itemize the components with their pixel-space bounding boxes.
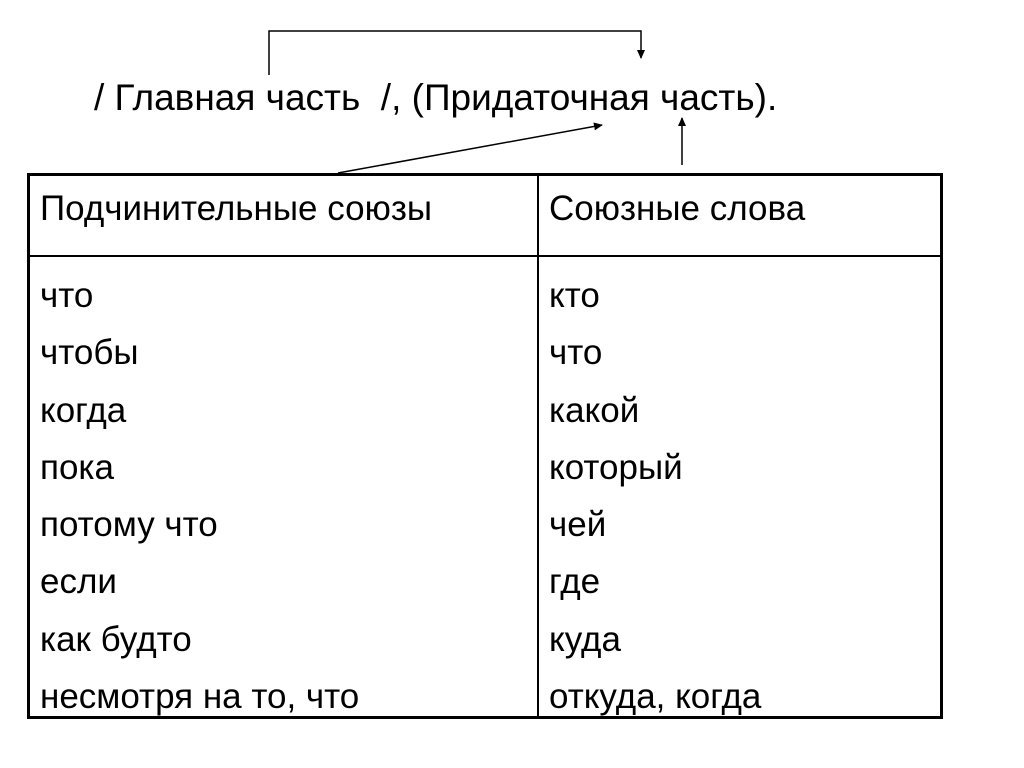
list-item: какой: [549, 390, 640, 430]
list-item: пока: [40, 447, 114, 487]
list-item: который: [549, 447, 683, 487]
list-item: несмотря на то, что: [40, 677, 360, 717]
list-item: как будто: [40, 619, 192, 659]
list-item: где: [549, 562, 601, 602]
header-conjunctive-words: Союзные слова: [549, 189, 806, 228]
list-item: куда: [549, 619, 621, 659]
list-item: что: [549, 333, 603, 373]
list-item: кто: [549, 276, 600, 315]
list-item: чей: [549, 505, 607, 545]
list-item: когда: [40, 390, 127, 430]
sentence-formula: / Главная часть /, (Придаточная часть).: [94, 77, 778, 118]
header-subordinating-conjunctions: Подчинительные союзы: [40, 189, 433, 228]
list-item: что: [40, 276, 94, 315]
bracket-arrow-main-to-subordinate: [269, 31, 641, 75]
conjunctive-words-list: [549, 267, 761, 725]
list-item: откуда, когда: [549, 677, 762, 717]
subordinating-conjunctions-list: [40, 267, 359, 725]
conjunctions-table: [27, 173, 943, 719]
list-item: чтобы: [40, 333, 139, 373]
list-item: потому что: [40, 505, 218, 545]
header-divider: [30, 255, 940, 257]
arrow-from-conjunctions: [338, 125, 602, 173]
column-divider: [537, 176, 539, 716]
list-item: если: [40, 562, 117, 602]
